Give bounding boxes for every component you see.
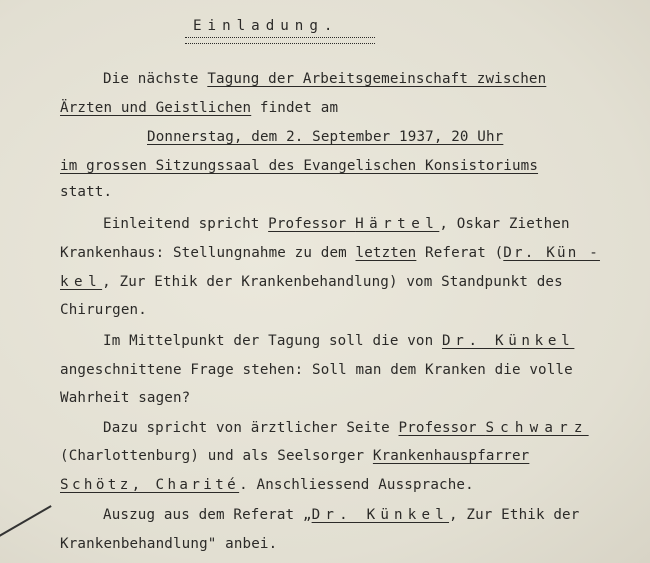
text-line-13: [103, 419, 589, 437]
spaced-name: kel: [60, 274, 103, 290]
spaced-name: Dr. Künkel: [311, 507, 450, 523]
text-line-10: [103, 332, 574, 350]
text-line-6: [103, 215, 570, 233]
underlined-fragment: Ärzten und Geistlichen: [60, 100, 252, 116]
text-line-7: [60, 244, 600, 262]
underlined-fragment: Professor: [268, 216, 356, 232]
pen-stroke-mark: [0, 505, 52, 540]
document-title: Einladung.: [193, 18, 339, 34]
text-fragment: Einleitend spricht: [103, 216, 269, 232]
spaced-name: Dr. Kün -: [503, 245, 600, 261]
text-line-15: [60, 476, 474, 494]
text-line-16: [103, 506, 579, 524]
text-fragment: , Zur Ethik der: [449, 507, 580, 523]
text-fragment: . Anschliessend Aussprache.: [239, 477, 474, 493]
text-fragment: Referat (: [416, 245, 504, 261]
underlined-fragment: Krankenhauspfarrer: [372, 448, 530, 464]
text-line-3-date: Donnerstag, dem 2. September 1937, 20 Uhr: [147, 129, 504, 145]
spaced-name: Schötz, Charité: [60, 477, 240, 493]
text-fragment: Krankenhaus: Stellungnahme zu dem: [60, 245, 356, 261]
text-line-14: [60, 447, 529, 465]
text-fragment: Die nächste: [103, 71, 208, 87]
text-line-4-venue: im grossen Sitzungssaal des Evangelischen Konsistoriums: [60, 158, 539, 174]
text-fragment: (Charlottenburg) und als Seelsorger: [60, 448, 373, 464]
text-line-9: Chirurgen.: [60, 302, 147, 318]
underlined-fragment: Professor: [398, 420, 486, 436]
text-fragment: findet am: [251, 100, 339, 116]
text-line-8: [60, 273, 563, 291]
text-fragment: , Zur Ethik der Krankenbehandlung) vom Standpunkt des: [102, 274, 563, 290]
text-line-5: statt.: [60, 184, 113, 200]
spaced-name: Dr. Künkel: [441, 333, 575, 349]
spaced-name: Härtel: [355, 216, 440, 232]
text-line-1: [103, 70, 546, 88]
text-fragment: Auszug aus dem Referat „: [103, 507, 312, 523]
title-double-underline: [185, 37, 375, 44]
text-line-2: [60, 99, 338, 117]
underlined-fragment: Tagung der Arbeitsgemeinschaft zwischen: [207, 71, 547, 87]
text-fragment: Im Mittelpunkt der Tagung soll die von: [103, 333, 442, 349]
text-line-11: angeschnittene Frage stehen: Soll man dem Kranken die volle: [60, 362, 573, 378]
text-fragment: , Oskar Ziethen: [439, 216, 570, 232]
text-fragment: Dazu spricht von ärztlicher Seite: [103, 420, 399, 436]
text-line-12: Wahrheit sagen?: [60, 390, 191, 406]
text-line-17: Krankenbehandlung" anbei.: [60, 536, 278, 552]
spaced-name: Schwarz: [485, 420, 589, 436]
underlined-fragment: letzten: [355, 245, 417, 261]
